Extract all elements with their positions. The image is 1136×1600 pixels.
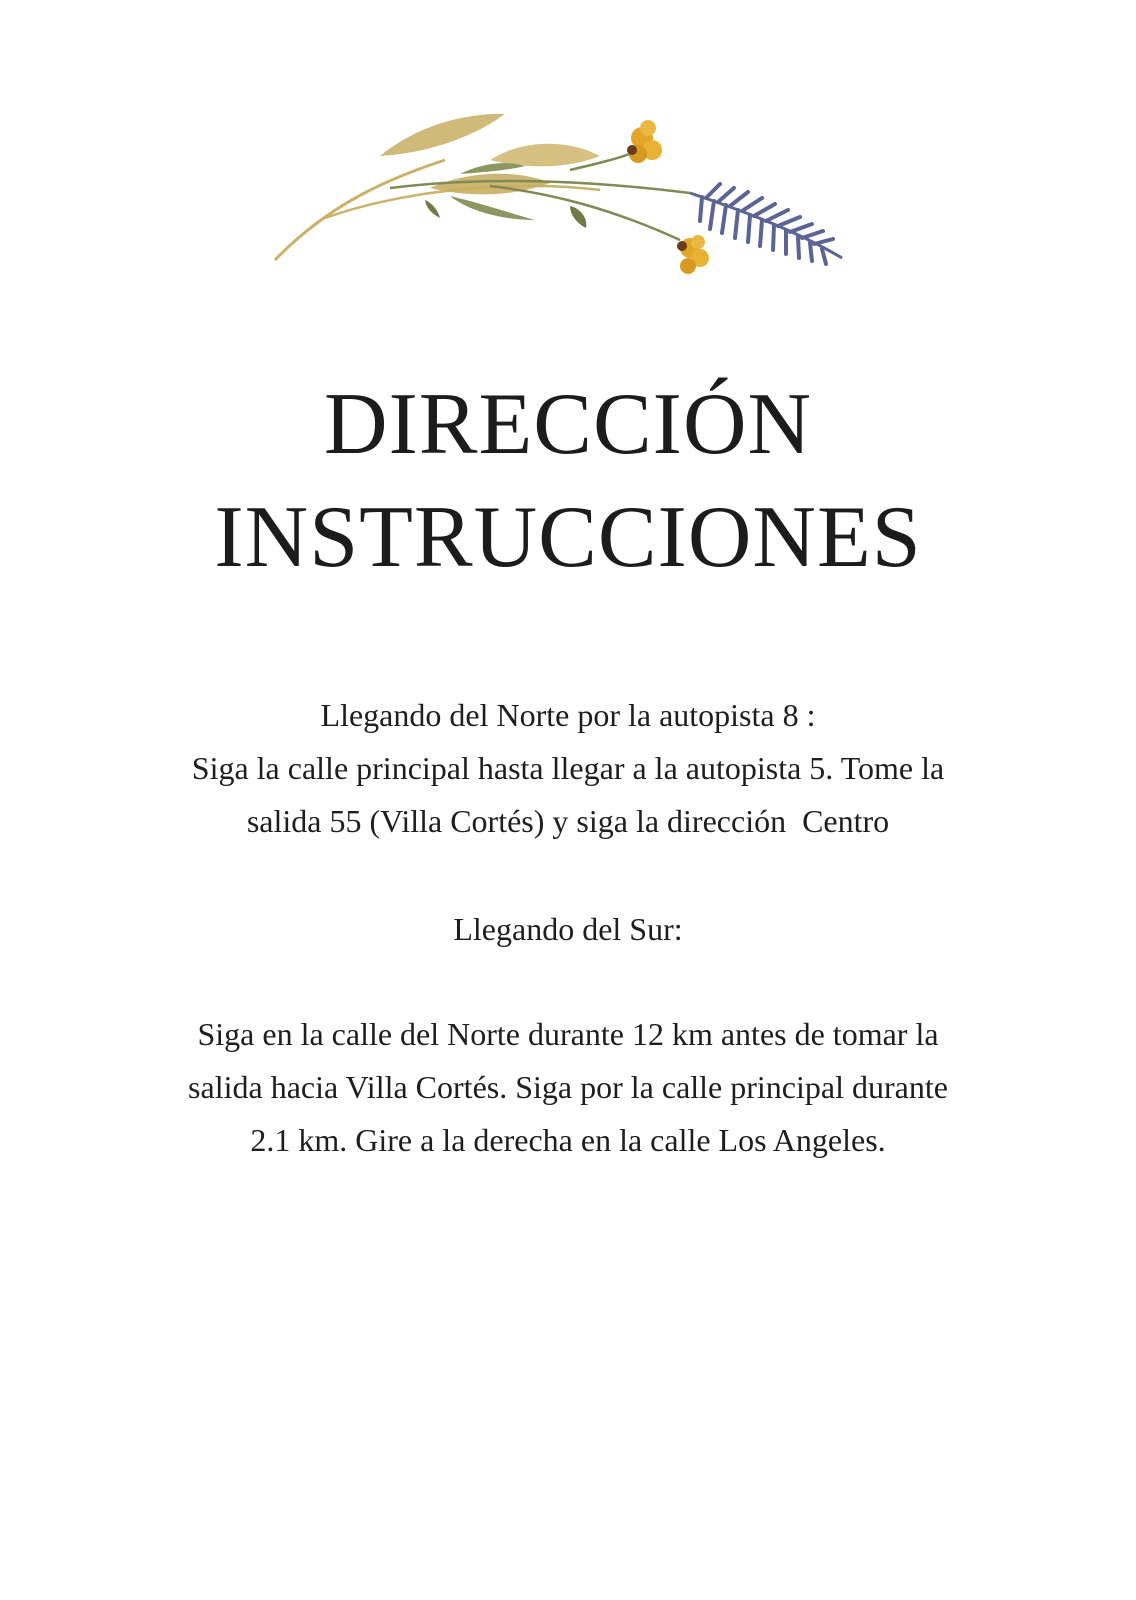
green-leaf: [450, 196, 535, 220]
north-heading: Llegando del Norte por la autopista 8 :: [320, 697, 816, 733]
north-line: salida 55 (Villa Cortés) y siga la dirección Centro: [246, 803, 890, 839]
south-heading-block: [80, 903, 1056, 956]
green-stem: [490, 186, 680, 240]
title-line-1: DIRECCIÓN: [323, 376, 813, 473]
south-directions: [80, 1008, 1056, 1167]
green-leaf: [570, 206, 586, 228]
south-heading: Llegando del Sur:: [453, 911, 683, 947]
page-title: [0, 368, 1136, 594]
yellow-flower-icon: [627, 120, 662, 163]
south-line: Siga en la calle del Norte durante 12 km antes de tomar la: [197, 1016, 939, 1052]
yellow-flower-icon: [677, 235, 709, 274]
north-directions: [80, 689, 1056, 848]
south-line: salida hacia Villa Cortés. Siga por la calle principal durante: [188, 1069, 948, 1105]
blue-fern-leaflets: [700, 184, 833, 264]
botanical-spray-icon: [270, 108, 870, 298]
north-line: Siga la calle principal hasta llegar a la autopista 5. Tome la: [191, 750, 945, 786]
gold-stem: [275, 160, 445, 260]
gold-leaf: [490, 144, 600, 167]
gold-leaf: [380, 114, 505, 156]
title-line-2: INSTRUCCIONES: [214, 489, 922, 586]
south-line: 2.1 km. Gire a la derecha en la calle Los Angeles.: [250, 1122, 886, 1158]
green-leaf: [460, 163, 525, 174]
green-leaf: [425, 200, 440, 218]
